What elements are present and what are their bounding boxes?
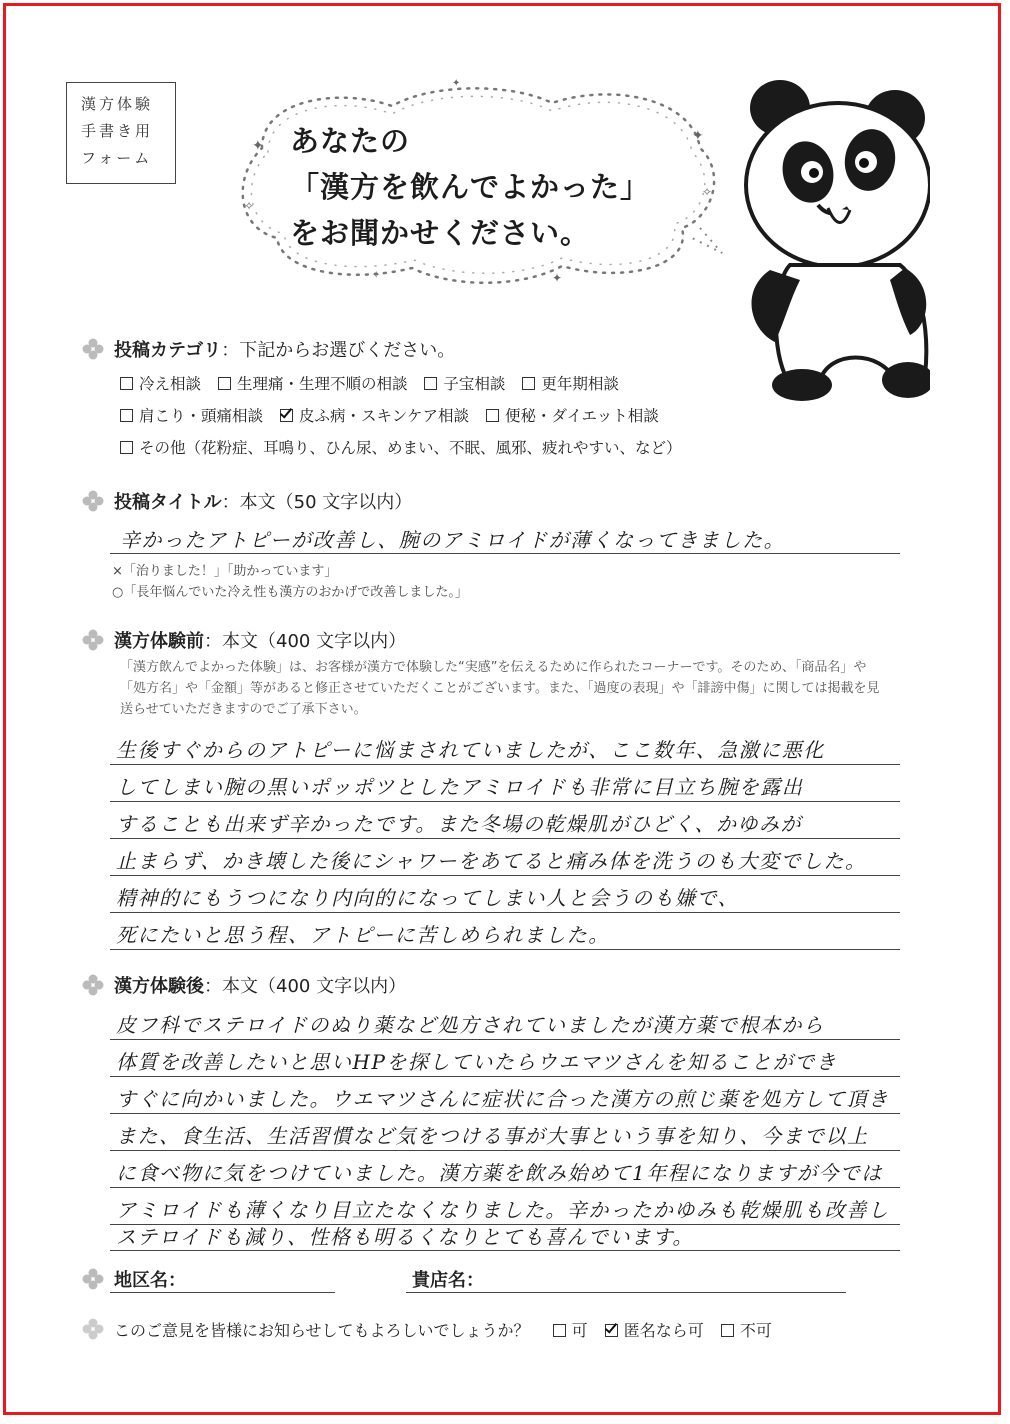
after-line-5: に食べ物に気をつけていました。漢方薬を飲み始めて1年程になりますが今では [116, 1161, 883, 1185]
svg-text:✦: ✦ [692, 128, 704, 144]
checkbox-icon [522, 377, 535, 390]
clover-icon [82, 974, 104, 996]
consent-option-yes[interactable]: 可 [553, 1321, 588, 1340]
region-underline [110, 1292, 335, 1293]
after-line-7: ステロイドも減り、性格も明るくなりとても喜んでいます。 [116, 1225, 694, 1249]
region-field[interactable] [82, 1266, 186, 1292]
category-option-constipation[interactable]: 便秘・ダイエット相談 [486, 407, 659, 425]
category-option-menopause[interactable]: 更年期相談 [522, 375, 619, 393]
after-line-6: アミロイドも薄くなり目立たなくなりました。辛かったかゆみも乾燥肌も改善し [116, 1198, 890, 1222]
consent-row [82, 1318, 784, 1341]
headline-line1: あなたの [290, 124, 411, 158]
before-rule-4 [110, 875, 900, 876]
after-rule-5 [110, 1187, 900, 1188]
category-row-3 [120, 436, 694, 458]
post-title-section-heading [82, 488, 412, 514]
region-label: 地区名： [114, 1270, 186, 1291]
good-example: ○「長年悩んでいた冷え性も漢方のおかげで改善しました。」 [112, 585, 468, 600]
svg-text:✦: ✦ [252, 138, 264, 154]
before-section-heading [82, 627, 406, 653]
svg-text:✧: ✧ [244, 199, 255, 213]
after-section-heading [82, 972, 406, 998]
consent-option-no[interactable]: 不可 [721, 1321, 772, 1340]
svg-text:✦: ✦ [452, 78, 461, 89]
after-title: 漢方体験後 [114, 976, 204, 997]
before-note: 「漢方飲んでよかった体験」は、お客様が漢方で体験した“実感”を伝えるために作られたコーナーです。そのため、「商品名」や「処方名」や「金額」等があると修正させていただくことがございます。また、「過度の表現」や「誹謗中傷」に関しては掲載を見送らせていただきますのでご了承下さい。 [120, 660, 880, 717]
store-label: 貴店名： [412, 1270, 484, 1291]
post-title-rule [110, 553, 900, 554]
headline [290, 118, 713, 256]
clover-icon [82, 1318, 104, 1340]
category-option-skin[interactable]: 皮ふ病・スキンケア相談 [280, 407, 469, 425]
after-rule-4 [110, 1150, 900, 1151]
after-rule-3 [110, 1113, 900, 1114]
form-tag [66, 82, 176, 184]
checkbox-icon [486, 409, 499, 422]
headline-line2: 「漢方を飲んでよかった」 [290, 170, 651, 204]
after-rule-2 [110, 1076, 900, 1077]
before-desc: ：本文（400 文字以内） [204, 631, 407, 652]
after-rule-7 [110, 1250, 900, 1251]
category-title: 投稿カテゴリ [114, 340, 222, 361]
after-line-4: また、食生活、生活習慣など気をつける事が大事という事を知り、今まで以上 [116, 1124, 869, 1148]
headline-line3: をお聞かせください。 [290, 216, 591, 250]
before-title: 漢方体験前 [114, 631, 204, 652]
checkbox-icon [424, 377, 437, 390]
store-underline [406, 1292, 846, 1293]
category-option-menstrual[interactable]: 生理痛・生理不順の相談 [218, 375, 408, 393]
checkbox-icon [120, 441, 133, 454]
bad-example: ×「治りました！」「助かっています」 [112, 564, 338, 579]
before-line-3: することも出来ず辛かったです。また冬場の乾燥肌がひどく、かゆみが [116, 812, 802, 836]
checkbox-icon [553, 1324, 566, 1337]
clover-icon [82, 629, 104, 651]
form-tag-line2: 手書き用 [81, 122, 154, 140]
form-tag-line3: フォーム [81, 149, 153, 167]
checkbox-icon [721, 1324, 734, 1337]
category-option-shoulder[interactable]: 肩こり・頭痛相談 [120, 407, 263, 425]
category-section-heading [82, 336, 455, 362]
before-rule-2 [110, 801, 900, 802]
before-line-4: 止まらず、かき壊した後にシャワーをあてると痛み体を洗うのも大変でした。 [116, 849, 867, 873]
category-desc: ：下記からお選びください。 [221, 340, 456, 361]
checkbox-icon [120, 377, 133, 390]
post-title-title: 投稿タイトル [114, 492, 222, 513]
before-line-5: 精神的にもうつになり内向的になってしまい人と会うのも嫌で、 [116, 886, 740, 910]
after-line-3: すぐに向かいました。ウエマツさんに症状に合った漢方の煎じ薬を処方して頂き [116, 1087, 890, 1111]
after-line-1: 皮フ科でステロイドのぬり薬など処方されていましたが漢方薬で根本から [116, 1013, 825, 1037]
checkbox-checked-icon [280, 409, 293, 422]
before-rule-3 [110, 838, 900, 839]
post-title-handwritten: 辛かったアトピーが改善し、腕のアミロイドが薄くなってきました。 [120, 528, 786, 552]
after-desc: ：本文（400 文字以内） [204, 976, 407, 997]
category-option-cold[interactable]: 冷え相談 [120, 375, 201, 393]
after-rule-1 [110, 1039, 900, 1040]
category-option-other[interactable]: その他（花粉症、耳鳴り、ひん尿、めまい、不眠、風邪、疲れやすい、など） [120, 439, 682, 457]
consent-option-anonymous[interactable]: 匿名なら可 [605, 1321, 704, 1340]
before-line-6: 死にたいと思う程、アトピーに苦しめられました。 [116, 923, 610, 947]
before-line-1: 生後すぐからのアトピーに悩まされていましたが、ここ数年、急激に悪化 [116, 738, 825, 762]
category-row-2 [120, 404, 671, 426]
before-line-2: してしまい腕の黒いポッポツとしたアミロイドも非常に目立ち腕を露出 [116, 775, 804, 799]
clover-icon [82, 490, 104, 512]
post-title-desc: ：本文（50 文字以内） [221, 492, 413, 513]
checkbox-checked-icon [605, 1324, 618, 1337]
consent-question: このご意見を皆様にお知らせしてもよろしいでしょうか？ [114, 1321, 530, 1340]
category-option-fertility[interactable]: 子宝相談 [424, 375, 505, 393]
svg-text:✦: ✦ [552, 271, 563, 285]
before-rule-5 [110, 912, 900, 913]
form-tag-line1: 漢方体験 [81, 95, 154, 113]
before-rule-1 [110, 764, 900, 765]
store-field[interactable] [412, 1266, 484, 1292]
checkbox-icon [218, 377, 231, 390]
svg-text:✧: ✧ [372, 270, 381, 281]
category-row-1 [120, 372, 631, 394]
checkbox-icon [120, 409, 133, 422]
clover-icon [82, 1268, 104, 1290]
clover-icon [82, 338, 104, 360]
before-rule-6 [110, 949, 900, 950]
after-line-2: 体質を改善したいと思いHPを探していたらウエマツさんを知ることができ [116, 1050, 838, 1074]
svg-text:✧: ✧ [702, 185, 713, 199]
panda-mascot-illustration [730, 80, 930, 410]
